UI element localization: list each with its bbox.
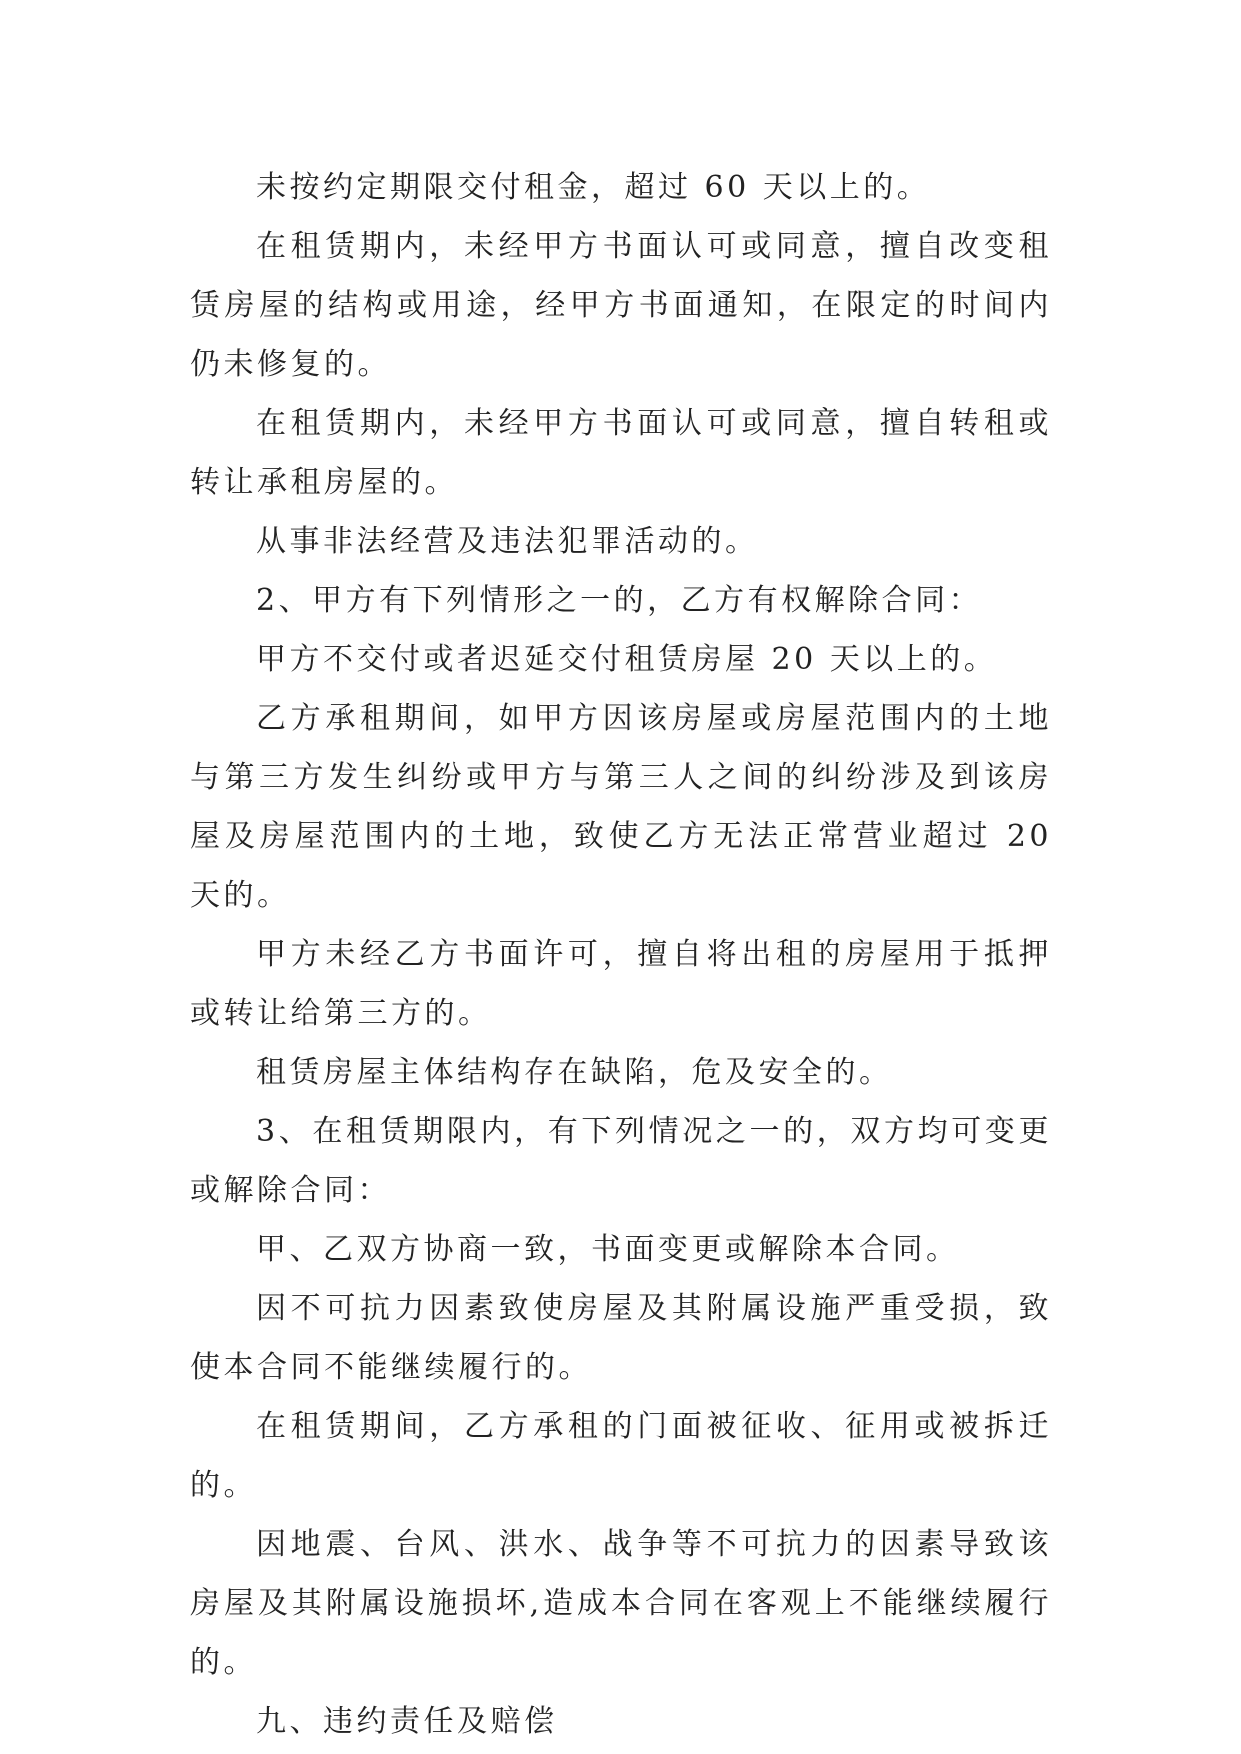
paragraph: 未按约定期限交付租金，超过 60 天以上的。 xyxy=(256,170,931,205)
chapter-heading: 九、违约责任及赔偿 xyxy=(256,1704,558,1739)
paragraph: 租赁房屋主体结构存在缺陷，危及安全的。 xyxy=(256,1055,893,1090)
paragraph: 在租赁期间，乙方承租的门面被征收、征用或被拆迁的。 xyxy=(190,1409,1052,1503)
document-body xyxy=(190,158,1052,1751)
paragraph: 在租赁期内，未经甲方书面认可或同意，擅自改变租赁房屋的结构或用途，经甲方书面通知，在限定的时间内仍未修复的。 xyxy=(190,229,1052,382)
paragraph: 因地震、台风、洪水、战争等不可抗力的因素导致该房屋及其附属设施损坏,造成本合同在客观上不能继续履行的。 xyxy=(190,1527,1052,1680)
paragraph: 在租赁期内，未经甲方书面认可或同意，擅自转租或转让承租房屋的。 xyxy=(190,406,1052,500)
section-heading: 3、在租赁期限内，有下列情况之一的，双方均可变更或解除合同： xyxy=(190,1114,1052,1208)
paragraph: 甲、乙双方协商一致，书面变更或解除本合同。 xyxy=(256,1232,960,1267)
paragraph: 因不可抗力因素致使房屋及其附属设施严重受损，致使本合同不能继续履行的。 xyxy=(190,1291,1052,1385)
paragraph: 从事非法经营及违法犯罪活动的。 xyxy=(256,524,759,559)
paragraph: 甲方未经乙方书面许可，擅自将出租的房屋用于抵押或转让给第三方的。 xyxy=(190,937,1052,1031)
paragraph: 乙方承租期间，如甲方因该房屋或房屋范围内的土地与第三方发生纠纷或甲方与第三人之间的纠纷涉及到该房屋及房屋范围内的土地，致使乙方无法正常营业超过 20 天的。 xyxy=(190,701,1052,913)
paragraph: 甲方不交付或者迟延交付租赁房屋 20 天以上的。 xyxy=(256,642,998,677)
section-heading: 2、甲方有下列情形之一的，乙方有权解除合同： xyxy=(256,583,983,618)
